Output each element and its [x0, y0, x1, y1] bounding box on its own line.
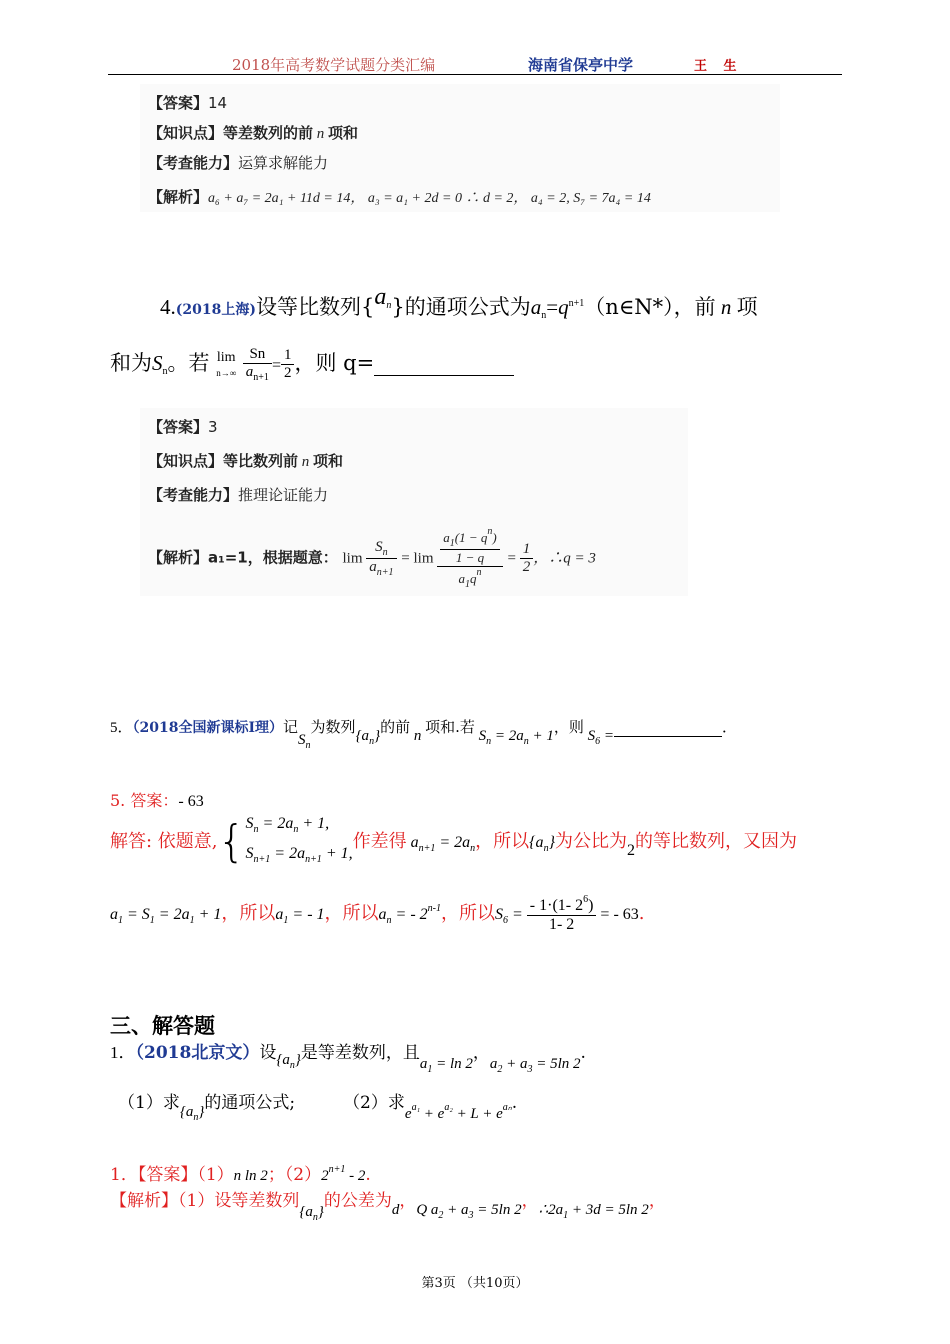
q5-answer-value: - 63 [178, 793, 204, 810]
s3-q1-t1: 设 [259, 1043, 277, 1063]
knowledge-suffix: 项和 [328, 124, 359, 142]
q5-answer-blank [614, 718, 722, 737]
knowledge-value-2: 等比数列前 [223, 452, 299, 470]
q4-half [281, 347, 295, 382]
q5-solution-line2: $a_1 = S_1 = 2a_1 + 1$，所以$a_1$ = - 1，所以$a_n$ = - 2$^{n-1}$，所以$S_6$ = $\frac{- 1\cdot(1- 2^6)}{1- 2}$ = - 63. [110, 894, 645, 933]
s3-answer-label: 1．【答案】（1） [110, 1165, 234, 1185]
q5-number: 5． [110, 720, 133, 736]
q5-sol-c: 为公比为 [554, 831, 627, 852]
answer-value-2: 3 [208, 418, 218, 436]
s3-q1-part1b: 的通项公式; [204, 1093, 296, 1113]
ability-label: 【考查能力】 [148, 154, 239, 172]
q5-t4: 项和.若 [425, 718, 475, 736]
q4-limit [216, 350, 236, 380]
analysis-math: a₆ + a₇ = 2a₁ + 11d = 14， a₃ = a₁ + 2d = 0 ∴ d = 2， a₄ = 2, S₇ = 7a₄ = 14 [208, 191, 651, 206]
q5-solution-line1: 解答: 依题意$,\{S_n = 2a_n + 1$, $S_{n+1} = 2a_{n+1} + 1$,作差得 $a_{n+1} = 2a_n$，所以$\{a_n\}$为公比为2的等比数列，又因为 [110, 815, 797, 867]
q5-t5: ，则 [553, 718, 584, 736]
q5-t3: 的前 [380, 718, 411, 736]
q5-line: 5．（2018全国新课标Ⅰ理）记$S_n$为数列$\{a_n\}$的前 n 项和.若 $S_n = 2a_n + 1$，则 $S_6$ = ． [110, 718, 738, 751]
s3-analysis-label: 【解析】（1）设等差数列 [110, 1191, 300, 1211]
s3-q1-answer: 1．【答案】（1）n ln 2；$(2)2^{n+1} - 2$. [110, 1164, 371, 1185]
s3-q1-part2: （2）求 [343, 1093, 405, 1113]
q4-text-d: 项 [736, 295, 758, 319]
q4-text-c: （n∈N*），前 [584, 295, 716, 319]
ability-value-2: 推理论证能力 [238, 486, 329, 504]
analysis-label: 【解析】 [148, 188, 209, 206]
ability-label-2: 【考查能力】 [148, 486, 239, 504]
knowledge-value: 等差数列的前 [223, 124, 314, 142]
answer-label: 【答案】 [148, 94, 209, 112]
q5-t2: 为数列 [310, 718, 356, 736]
answer-scan-image-1: 【答案】14 【知识点】等差数列的前 n 项和 【考查能力】运算求解能力 【解析】a₆ + a₇ = 2a₁ + 11d = 14， a₃ = a₁ + 2d = 0 ∴ d = 2， a₄ = 2, S₇ = 7a₄ = 14 [140, 84, 780, 212]
q4-line2-a: 和为 [110, 351, 152, 375]
q5-sol-f: ，所以 [324, 903, 379, 924]
q4-frac-num: Sn [243, 346, 272, 364]
s3-q1-parts: （1）求$\{a_n\}$的通项公式; （2）求$e^{a_1} + e^{a_2} + L + e^{a_n}$. [118, 1093, 518, 1123]
q4-source: (2018上海) [175, 302, 256, 318]
q4-number: 4. [160, 295, 176, 319]
s3-q1-line: 1．（2018北京文）设$\{a_n\}$是等差数列，且$a_1 = \ln 2$，$a_2 + a_3 = 5\ln$ 2. [110, 1043, 586, 1075]
q5-t1: 记 [283, 718, 299, 736]
q4-answer-blank [374, 351, 514, 376]
s3-analysis-b: 的公差为 [323, 1191, 392, 1211]
answer-label-2: 【答案】 [148, 418, 209, 436]
s3-answer-part2: ；（2） [267, 1165, 322, 1185]
q4-lim-sub: n→∞ [216, 367, 237, 378]
q5-sol-e: ，所以 [221, 903, 276, 924]
section-title: 三、解答题 [110, 1014, 215, 1038]
q4-fraction: $\frac{Sn}{a_{n+1}}$ [243, 346, 272, 383]
q4-line2-c: ，则 q= [294, 351, 375, 375]
header-author: 王 生 [694, 59, 743, 74]
q4-text-b: }的通项公式为 [391, 295, 531, 319]
knowledge-suffix-2: 项和 [313, 452, 344, 470]
header-rule [108, 74, 842, 75]
q5-sol-end: . [638, 903, 645, 924]
knowledge-label-2: 【知识点】 [148, 452, 224, 470]
q4-line1: 4.(2018上海)设等比数列$\{a_n\}$的通项公式为$a_n=q^{n+1}(n\in N*)$，前 n 项 [160, 284, 758, 321]
q4-frac-den: a [245, 364, 254, 380]
analysis-label-2: 【解析】 [148, 548, 209, 567]
ability-value: 运算求解能力 [238, 154, 329, 172]
q5-sol-d: 的等比数列，又因为 [634, 831, 797, 852]
analysis-tail-2: ，∴q = 3 [533, 550, 596, 567]
header-school: 海南省保亭中学 [528, 56, 634, 74]
s3-q1-analysis: 【解析】（1）设等差数列$\{a_n\}$的公差为d，Q $a_2 + a_3 = 5\ln$ 2，$\therefore 2a_1 + 3d = 5\ln$ 2， [110, 1191, 666, 1223]
s3-q1-number: 1． [110, 1043, 136, 1062]
q5-sol-a: 作差得 [352, 831, 407, 852]
q5-answer-label: 5. 答案： [110, 791, 179, 810]
q5-sol-g: ，所以 [440, 903, 495, 924]
q5-solution-label: 解答: 依题意, [110, 831, 218, 852]
s3-q1-t2: 是等差数列，且 [300, 1043, 420, 1063]
s3-q1-source: （2018北京文） [135, 1043, 260, 1063]
answer-scan-image-2: 【答案】3 【知识点】等比数列前 n 项和 【考查能力】推理论证能力 【解析】a₁=1，根据题意： lim $\frac{S_n}{a_{n+1}}$ = lim $\frac{\frac{a_1(1 - q^n)}{1 - q}}{a_1q^n}$ = $\frac{1}{2}$ ，∴q = 3 [140, 408, 688, 596]
knowledge-label: 【知识点】 [148, 124, 224, 142]
q4-half-num: 1 [281, 347, 295, 365]
page-footer: 第3页 （共10页） [421, 1276, 529, 1291]
q4-line2-b: 。若 [167, 351, 210, 375]
q5-source: （2018全国新课标Ⅰ理） [132, 720, 284, 736]
q4-lim: lim [216, 349, 236, 365]
header-left: 2018年高考数学试题分类汇编 [232, 56, 436, 74]
q5-answer [110, 788, 204, 811]
q4-text-a: 设等比数列{ [255, 295, 375, 319]
s3-q1-part1: （1）求 [118, 1093, 180, 1113]
analysis-a-2: a₁=1，根据题意： [208, 548, 338, 567]
q5-sol-b: ，所以 [475, 831, 530, 852]
answer-value: 14 [208, 94, 228, 112]
q4-half-den: 2 [283, 365, 292, 381]
q5-period: ． [722, 718, 738, 736]
q4-line2: 和为$S_n$。若 lim n→∞ $\frac{Sn}{a_{n+1}}$ = $\frac{1}{2}$ ，则 q= [110, 346, 514, 383]
